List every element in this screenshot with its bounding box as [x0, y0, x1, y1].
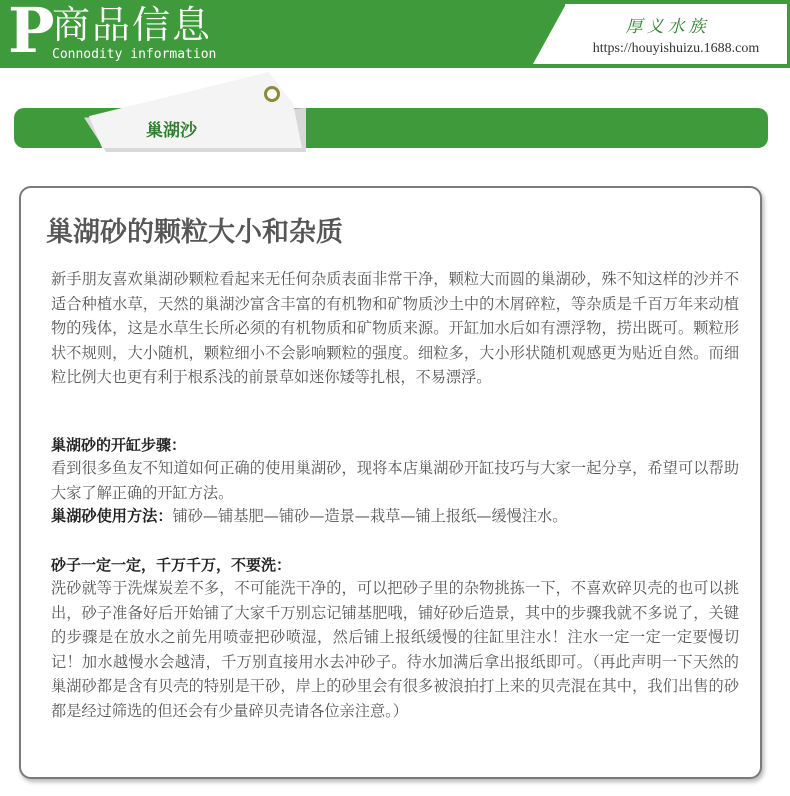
- header-banner: [0, 0, 790, 68]
- method-label: 巢湖砂使用方法：: [51, 507, 173, 525]
- panel-title: 巢湖砂的颗粒大小和杂质: [46, 217, 343, 248]
- method-text: 铺砂—铺基肥—铺砂—造景—栽草—铺上报纸—缓慢注水。: [172, 507, 568, 525]
- steps-heading: 巢湖砂的开缸步骤：: [51, 436, 187, 454]
- shop-url-link[interactable]: https://houyishuizu.1688.com: [592, 41, 760, 56]
- warning-heading: 砂子一定一定，千万千万，不要洗：: [51, 556, 292, 574]
- section-tag-label: 巢湖沙: [146, 121, 197, 141]
- tag-eyelet-icon: [264, 86, 280, 102]
- info-panel: [19, 186, 762, 779]
- warning-paragraph: 洗砂就等于洗煤炭差不多，不可能洗干净的，可以把砂子里的杂物挑拣一下，不喜欢碎贝壳的也可以挑出，砂子准备好后开始铺了大家千万别忘记铺基肥哦，铺好砂后造景，其中的步骤我就不多说了，关键的步骤是在放水之前先用喷壶把砂喷湿，然后铺上报纸缓慢的往缸里注水！注水一定一定一定要慢切记！加水越慢水会越清，千万别直接用水去冲砂子。待水加满后拿出报纸即可。（再此声明一下天然的巢湖砂都是含有贝壳的特别是干砂，岸上的砂里会有很多被浪拍打上来的贝壳混在其中，我们出售的砂都是经过筛选的但还会有少量碎贝壳请各位亲注意。）: [51, 579, 739, 720]
- shop-name: 厚义水族: [625, 17, 710, 37]
- header-title: 商品信息: [52, 3, 213, 47]
- header-logo-letter: P: [8, 0, 55, 67]
- method-line: [51, 504, 739, 529]
- intro-paragraph: 新手朋友喜欢巢湖砂颗粒看起来无任何杂质表面非常干净，颗粒大而圆的巢湖砂，殊不知这样的沙并不适合种植水草，天然的巢湖沙富含丰富的有机物和矿物质沙土中的木屑碎粒，等杂质是千百万年来动植物的残体，这是水草生长所必须的有机物质和矿物质来源。开缸加水后如有漂浮物，捞出既可。颗粒形状不规则，大小随机，颗粒细小不会影响颗粒的强度。细粒多，大小形状随机观感更为贴近自然。而细粒比例大也更有利于根系浅的前景草如迷你矮等扎根，不易漂浮。: [51, 270, 739, 387]
- shop-card-wedge: [533, 4, 566, 64]
- steps-paragraph: 看到很多鱼友不知道如何正确的使用巢湖砂，现将本店巢湖砂开缸技巧与大家一起分享，希望可以帮助大家了解正确的开缸方法。: [51, 459, 739, 502]
- header-subtitle: Connodity information: [52, 47, 217, 62]
- shop-card[interactable]: [565, 4, 787, 64]
